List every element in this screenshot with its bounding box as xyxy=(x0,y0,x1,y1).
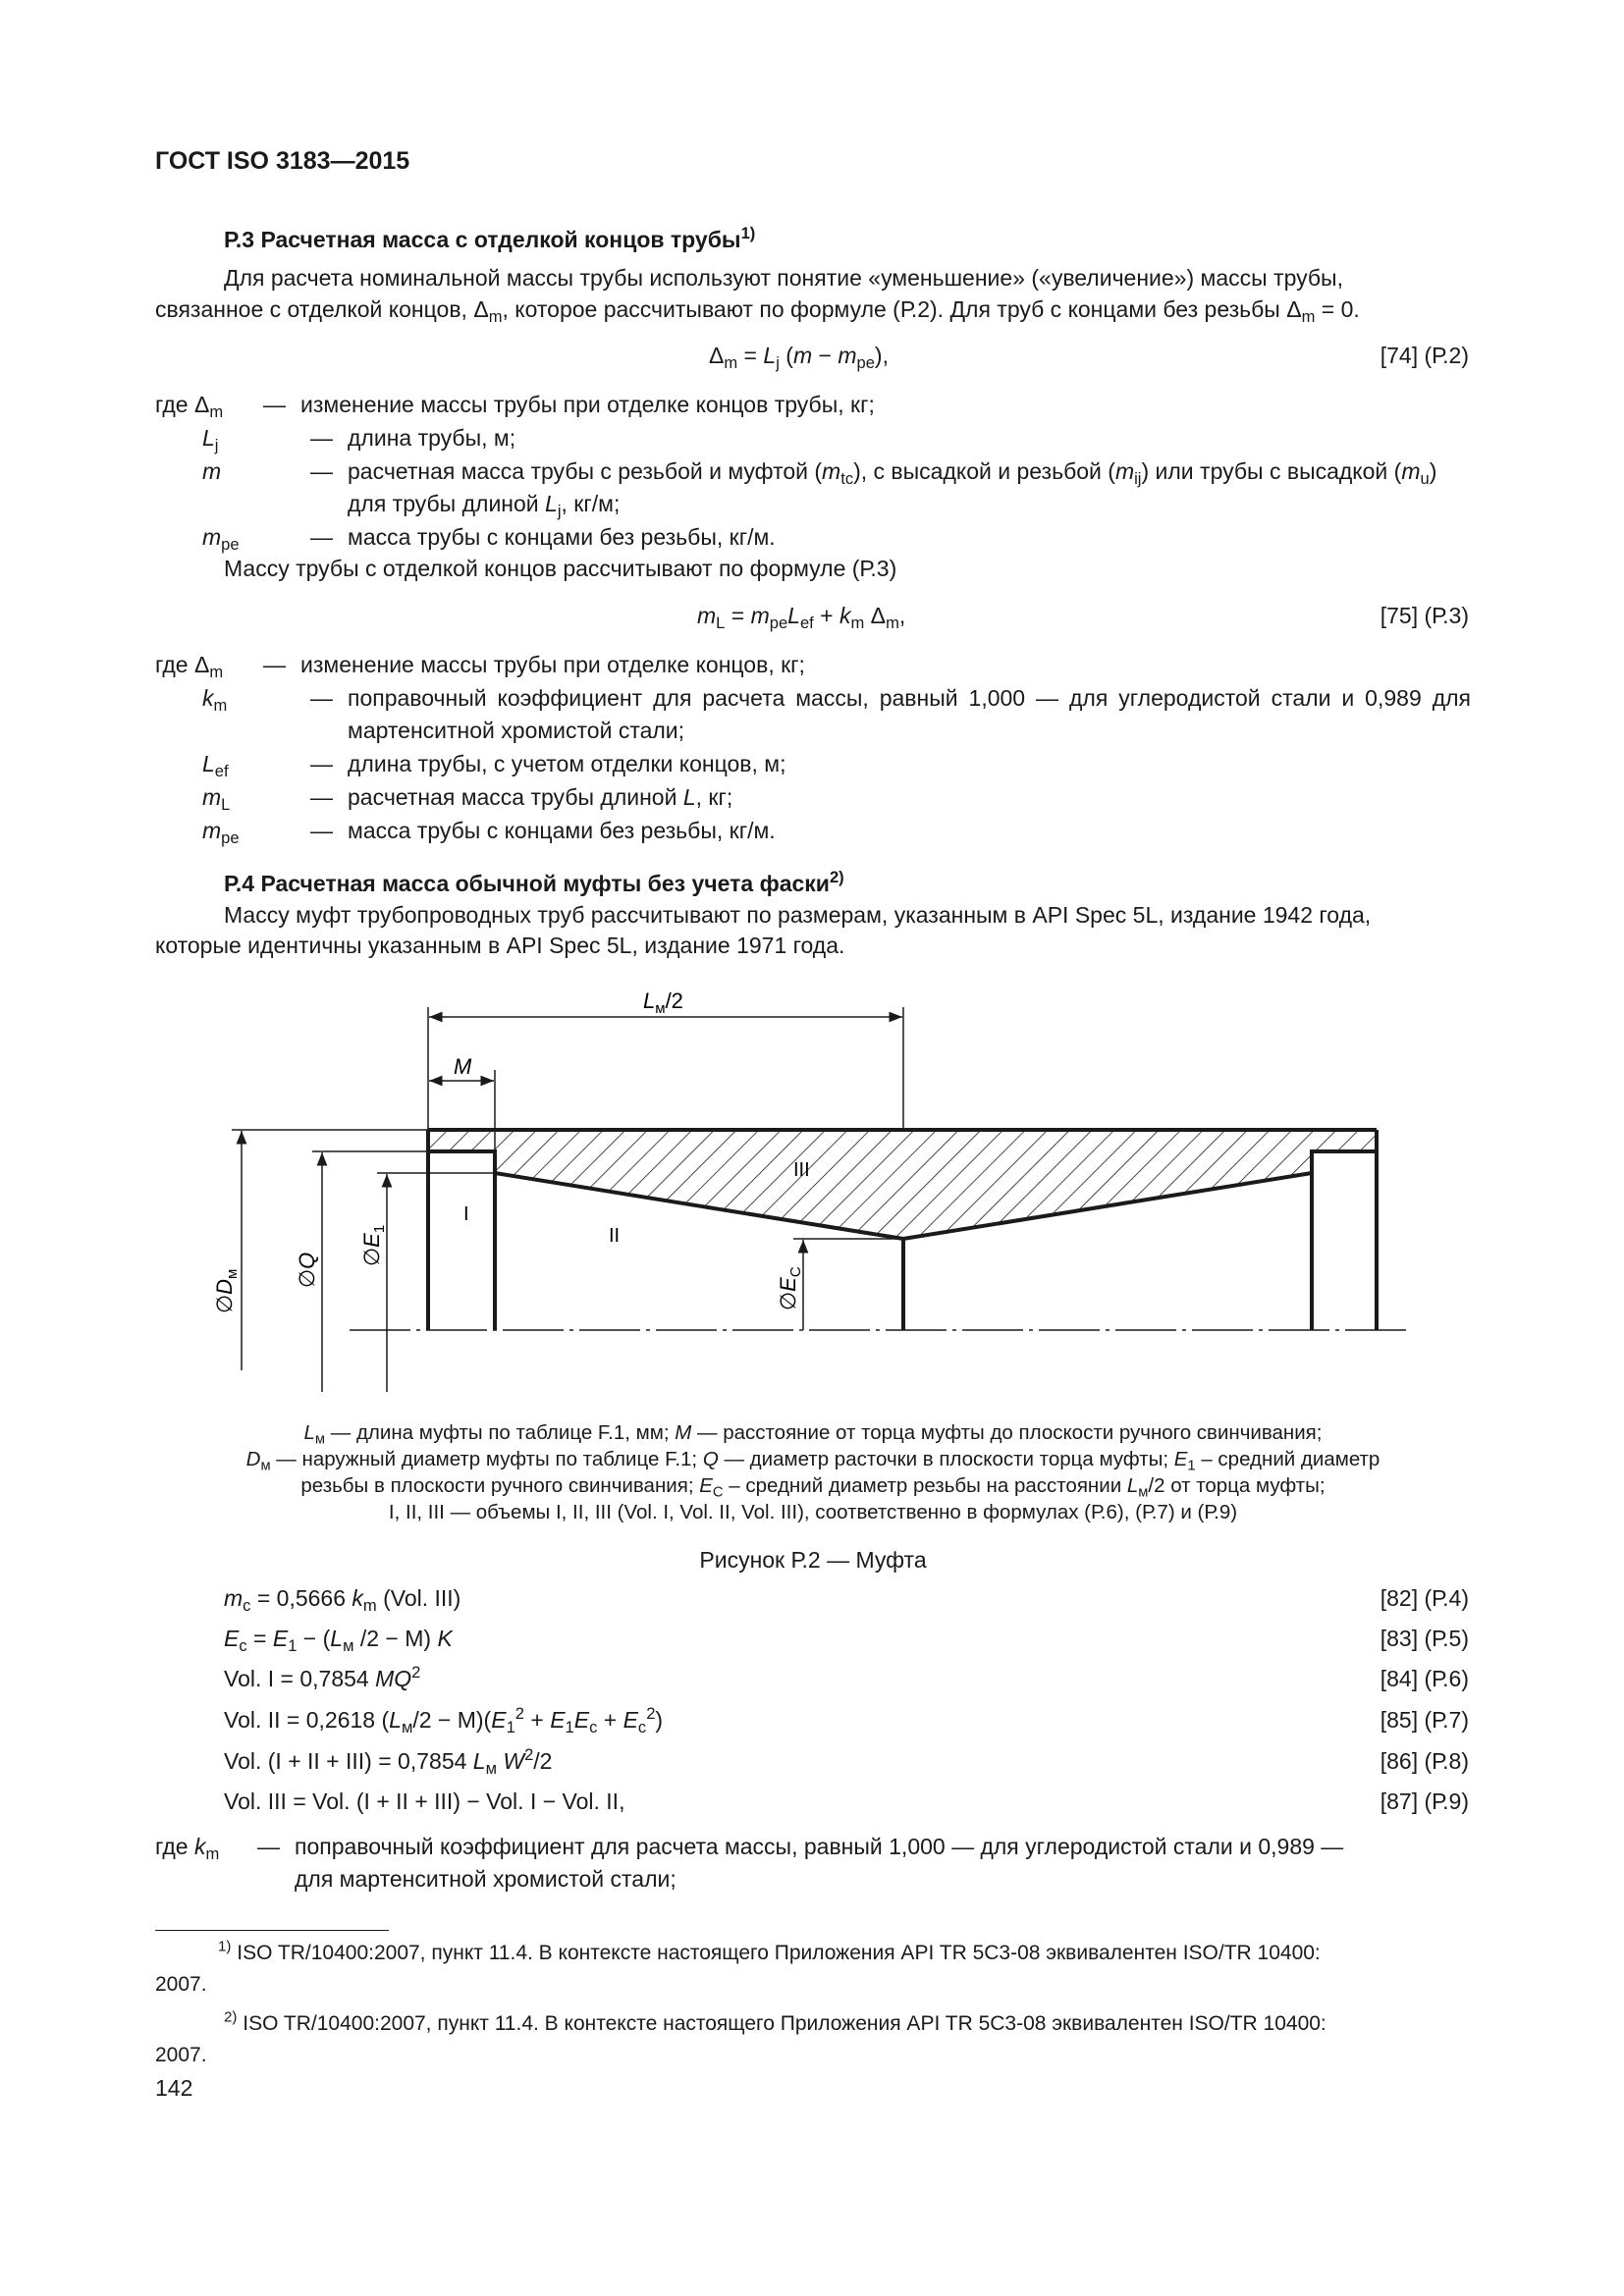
p3-paragraph-line1: Для расчета номинальной массы трубы используют понятие «уменьшение» («увеличение») массы трубы, xyxy=(224,265,1343,291)
p3-paragraph-line2: связанное с отделкой концов, $\Delta_m$, которое рассчитывают по формуле (Р.2). Для труб с концами без резьбы $\Delta_m = 0$. xyxy=(155,296,1360,326)
equation-85-number: [85] (Р.7) xyxy=(1380,1707,1469,1733)
definitions-block-3 xyxy=(155,1831,1471,1896)
ec-label: $\emptyset E_C$ xyxy=(776,1266,804,1310)
definition-row: где $\Delta_m$ — изменение массы трубы при отделке концов трубы, кг; xyxy=(155,392,875,421)
left-bore-outline xyxy=(428,1151,495,1330)
p4-paragraph-line1: Массу муфт трубопроводных труб рассчитывают по размерам, указанным в API Spec 5L, издание 1942 года, xyxy=(224,902,1372,928)
equation-75-number: [75] (Р.3) xyxy=(1380,603,1469,628)
equation-75: $m_L = m_{pe}L_{ef} + k_m$ $\Delta_m$, xyxy=(697,603,906,632)
footnote-separator xyxy=(155,1930,389,1931)
definition-row: где $k_m$ — поправочный коэффициент для расчета массы, равный 1,000 — для углеродистой стали и 0,989 — для мартенситной хромистой стали; xyxy=(155,1834,1344,1892)
definition-row: $m_L$ — расчетная масса трубы длиной L, кг; xyxy=(202,784,733,814)
dm-label: $\emptyset D_м$ xyxy=(212,1268,241,1313)
region-label-ii: II xyxy=(609,1225,621,1247)
definition-row: m — расчетная масса трубы с резьбой и муфтой $(m_{tc})$, с высадкой и резьбой $(m_{ij})$ или трубы с высадкой $(m_u)$ для трубы длиной $L_j$, кг/м; xyxy=(202,458,1437,520)
section-p3-title: Р.3 Расчетная масса с отделкой концов трубы$^{1)}$ xyxy=(224,223,756,252)
e1-label: $\emptyset E_1$ xyxy=(359,1224,388,1266)
definition-row: где $\Delta_m$ — изменение массы трубы при отделке концов, кг; xyxy=(155,652,805,681)
right-bore-outline xyxy=(1312,1151,1377,1330)
equation-85: Vol. II = 0,2618 $(L_м/2 - M)(E_1^2 + E_1E_c + E_c^2)$ xyxy=(224,1703,664,1736)
equation-87: Vol. III = Vol. (I + II + III) − Vol. I − Vol. II, xyxy=(224,1789,625,1814)
p3-paragraph-2: Массу трубы с отделкой концов рассчитывают по формуле (Р.3) xyxy=(224,556,897,581)
equation-74: $\Delta_m = L_j$ $(m - m_{pe})$, xyxy=(709,343,889,372)
definition-row: $m_{pe}$ — масса трубы с концами без резьбы, кг/м. xyxy=(202,524,776,554)
equation-84-number: [84] (Р.6) xyxy=(1380,1666,1469,1691)
equation-86: Vol. (I + II + III) = 0,7854 $L_м$ $W^2/2$ xyxy=(224,1744,553,1778)
equation-87-number: [87] (Р.9) xyxy=(1380,1789,1469,1814)
page-number: 142 xyxy=(155,2075,193,2101)
region-label-i: I xyxy=(463,1203,469,1225)
equation-83: $E_c = E_1 - (L_м$ /2 − M) K xyxy=(224,1626,453,1655)
figure-title: Рисунок Р.2 — Муфта xyxy=(699,1547,927,1573)
equation-82: $m_c = 0,5666$ $k_m$ (Vol. III) xyxy=(224,1585,461,1615)
equation-82-number: [82] (Р.4) xyxy=(1380,1585,1469,1611)
footnote-1: $^{1)}$ ISO TR/10400:2007, пункт 11.4. В контексте настоящего Приложения API TR 5C3-08 эквивалентен ISO/TR 10400: xyxy=(218,1938,1321,1964)
equation-84: Vol. I = 0,7854 $MQ^2$ xyxy=(224,1662,421,1691)
definition-row: $L_{ef}$ — длина трубы, с учетом отделки концов, м; xyxy=(202,751,786,780)
footnote-2: $^{2)}$ ISO TR/10400:2007, пункт 11.4. В контексте настоящего Приложения API TR 5C3-08 эквивалентен ISO/TR 10400: xyxy=(224,2008,1326,2035)
equation-74-number: [74] (Р.2) xyxy=(1380,343,1469,368)
lm2-label: $L_м/2$ xyxy=(643,988,683,1017)
p4-paragraph-line2: которые идентичны указанным в API Spec 5L, издание 1971 года. xyxy=(155,933,845,958)
region-label-iii: III xyxy=(793,1159,810,1181)
definition-row: $k_m$ — поправочный коэффициент для расчета массы, равный 1,000 — для углеродистой стали и 0,989 для мартенситной хромистой стали; xyxy=(202,685,1471,743)
footnote-2-continuation: 2007. xyxy=(155,2044,207,2066)
q-label: ∅Q xyxy=(295,1252,319,1288)
document-header: ГОСТ ISO 3183—2015 xyxy=(155,147,410,175)
equation-86-number: [86] (Р.8) xyxy=(1380,1748,1469,1774)
equation-83-number: [83] (Р.5) xyxy=(1380,1626,1469,1651)
m-label: M xyxy=(454,1054,472,1079)
figure-legend: $L_м$ — длина муфты по таблице F.1, мм; M — расстояние от торца муфты до плоскости ручного свинчивания; $D_м$ — наружный диаметр муфты по таблице F.1; Q — диаметр расточки в плоскости торца муфты; $E_1$ – средний диаметр резьбы в плоскости ручного свинчивания; $E_C$ – средний диаметр резьбы на расстоянии $L_м/2$ от торца муфты; I, II, III — объемы I, II, III (Vol. I, Vol. II, Vol. III), соответственно в формулах (Р.6), (Р.7) и (Р.9) xyxy=(245,1421,1380,1523)
definition-row: $m_{pe}$ — масса трубы с концами без резьбы, кг/м. xyxy=(202,818,776,847)
footnote-1-continuation: 2007. xyxy=(155,1973,207,1996)
definition-row: $L_j$ — длина трубы, м; xyxy=(202,425,516,454)
section-p4-title: Р.4 Расчетная масса обычной муфты без учета фаски$^{2)}$ xyxy=(224,867,844,896)
